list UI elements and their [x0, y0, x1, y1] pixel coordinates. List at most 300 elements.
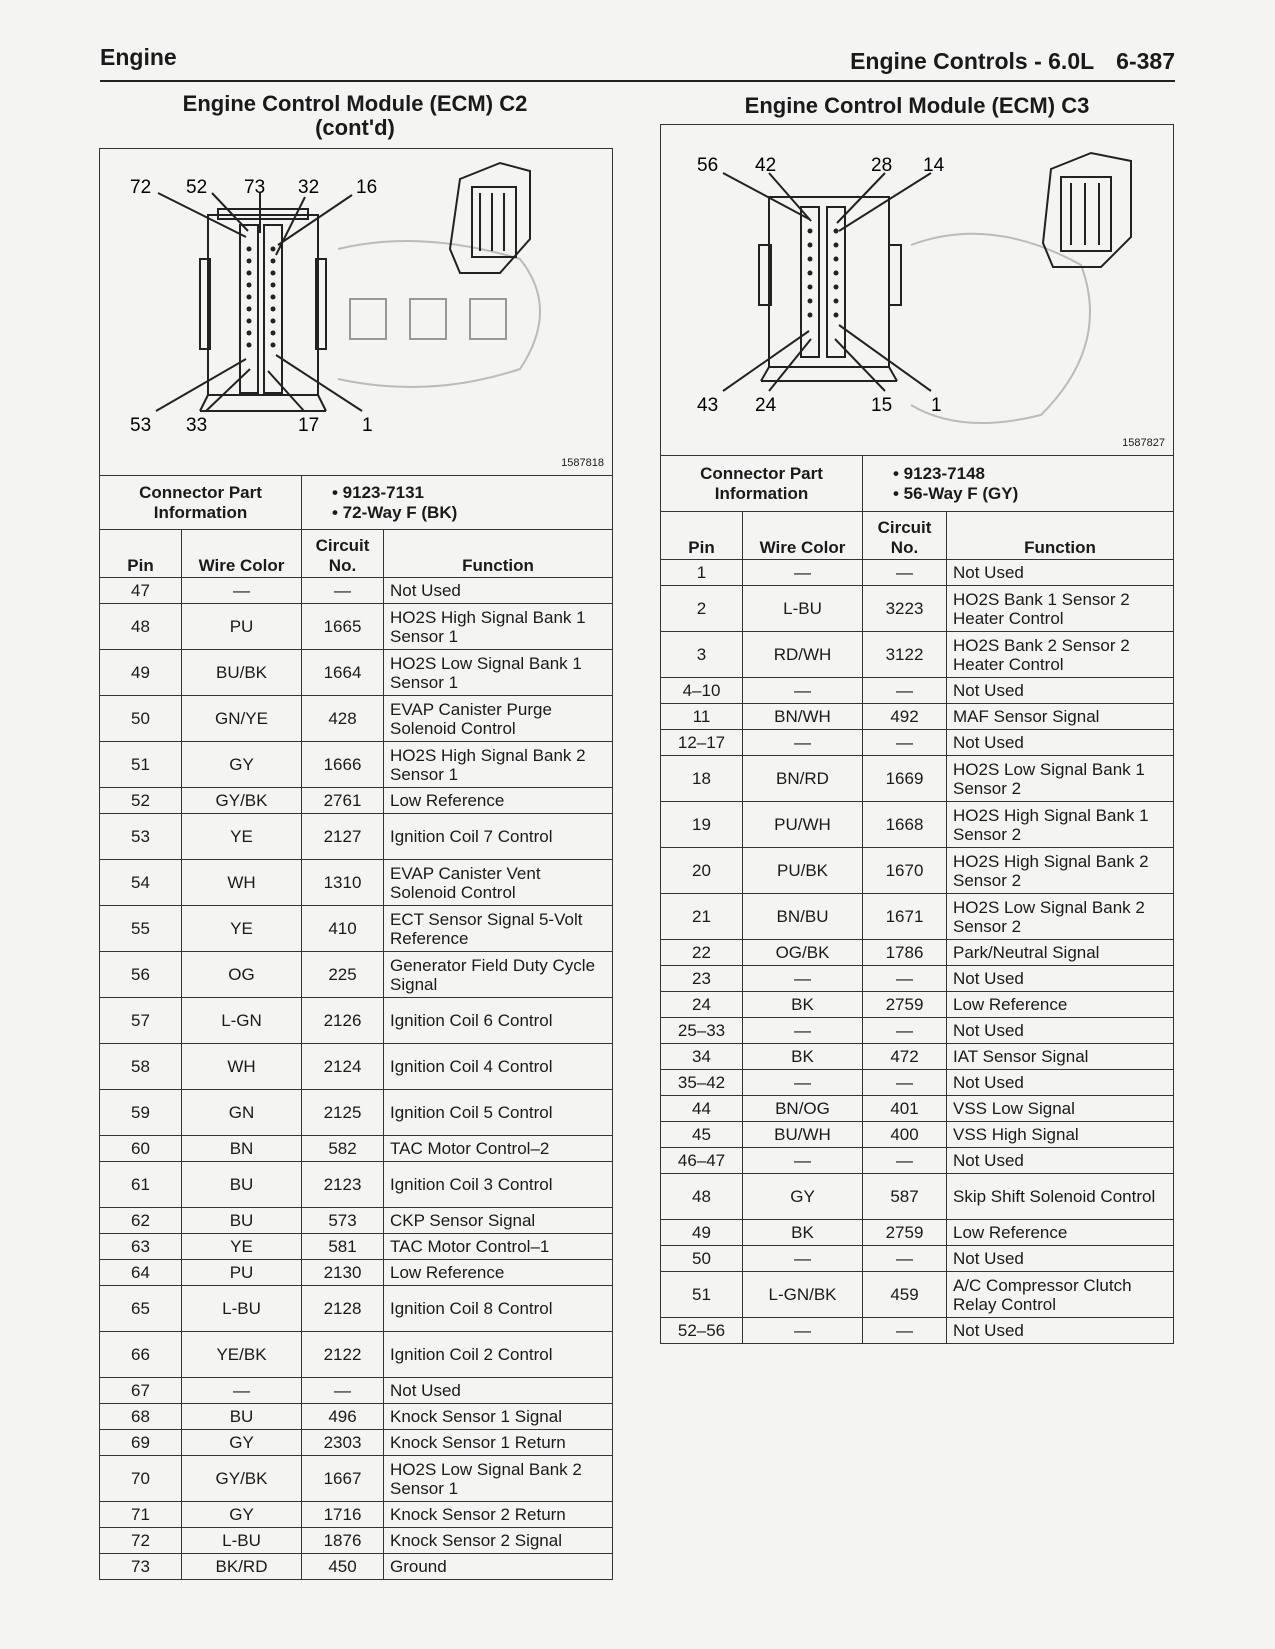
table-row: [661, 1096, 1174, 1122]
circuit-cell: 1666: [302, 742, 384, 788]
circuit-cell: 1671: [863, 894, 947, 940]
connector-type: • 72-Way F (BK): [332, 502, 458, 522]
circuit-cell: 2127: [302, 814, 384, 860]
circuit-cell: 459: [863, 1272, 947, 1318]
function-cell: TAC Motor Control–2: [384, 1136, 613, 1162]
pin-cell: 19: [661, 802, 743, 848]
pin-cell: 64: [100, 1260, 182, 1286]
wire-color-cell: GY/BK: [182, 1456, 302, 1502]
table-row: [100, 788, 613, 814]
table-row: [661, 1122, 1174, 1148]
pin-label: 56: [697, 155, 719, 176]
pin-cell: 53: [100, 814, 182, 860]
table-row: [100, 650, 613, 696]
table-row: [661, 1318, 1174, 1344]
pin-cell: 46–47: [661, 1148, 743, 1174]
pin-label: 32: [298, 177, 320, 198]
function-cell: Low Reference: [947, 992, 1174, 1018]
pin-label: 16: [356, 177, 378, 198]
wire-color-cell: GY: [182, 1430, 302, 1456]
pin-label: 14: [923, 155, 945, 176]
function-cell: MAF Sensor Signal: [947, 704, 1174, 730]
ecm-c2-connector-figure: [100, 149, 613, 476]
connector-type: • 56-Way F (GY): [893, 483, 1019, 503]
circuit-cell: —: [863, 966, 947, 992]
pin-cell: 69: [100, 1430, 182, 1456]
circuit-cell: 2759: [863, 992, 947, 1018]
circuit-cell: 3122: [863, 632, 947, 678]
function-cell: Low Reference: [947, 1220, 1174, 1246]
wire-color-cell: BN/BU: [743, 894, 863, 940]
table-row: [661, 940, 1174, 966]
function-cell: HO2S Low Signal Bank 2 Sensor 2: [947, 894, 1174, 940]
right-title-main: Engine Control Module (ECM) C3: [744, 93, 1090, 118]
pin-cell: 34: [661, 1044, 743, 1070]
pin-label: 52: [186, 177, 208, 198]
left-title: [100, 92, 610, 140]
circuit-cell: 428: [302, 696, 384, 742]
table-row: [100, 1528, 613, 1554]
pin-cell: 52–56: [661, 1318, 743, 1344]
table-row: [100, 1456, 613, 1502]
connector-info-label: Connector Part Information: [100, 476, 302, 530]
pin-label: 28: [871, 155, 893, 176]
function-cell: Not Used: [384, 1378, 613, 1404]
wire-color-cell: OG: [182, 952, 302, 998]
header-right: [828, 48, 1175, 75]
pin-cell: 2: [661, 586, 743, 632]
ecm-c3-connector-figure: [661, 125, 1174, 456]
pin-cell: 61: [100, 1162, 182, 1208]
pin-cell: 65: [100, 1286, 182, 1332]
pin-cell: 72: [100, 1528, 182, 1554]
circuit-cell: 1670: [863, 848, 947, 894]
function-cell: HO2S Low Signal Bank 2 Sensor 1: [384, 1456, 613, 1502]
ecm-c2-table: [99, 148, 613, 1580]
function-cell: Not Used: [947, 560, 1174, 586]
circuit-cell: 2761: [302, 788, 384, 814]
figure-id: 1587818: [561, 457, 604, 469]
circuit-cell: 2759: [863, 1220, 947, 1246]
function-cell: HO2S Low Signal Bank 1 Sensor 1: [384, 650, 613, 696]
wire-color-cell: YE: [182, 814, 302, 860]
wire-color-cell: L-GN/BK: [743, 1272, 863, 1318]
function-cell: Low Reference: [384, 1260, 613, 1286]
pin-label: 72: [130, 177, 152, 198]
wire-color-cell: BU: [182, 1162, 302, 1208]
table-row: [100, 860, 613, 906]
pin-cell: 35–42: [661, 1070, 743, 1096]
table-row: [661, 1174, 1174, 1220]
function-cell: Knock Sensor 1 Signal: [384, 1404, 613, 1430]
circuit-cell: 450: [302, 1554, 384, 1580]
connector-info: [863, 456, 1174, 512]
wire-color-cell: L-BU: [743, 586, 863, 632]
wire-color-cell: —: [743, 1148, 863, 1174]
wire-color-cell: YE/BK: [182, 1332, 302, 1378]
circuit-cell: 2123: [302, 1162, 384, 1208]
wire-color-cell: —: [743, 678, 863, 704]
circuit-cell: 1667: [302, 1456, 384, 1502]
connector-body: [769, 197, 889, 367]
circuit-cell: 2130: [302, 1260, 384, 1286]
pin-cell: 54: [100, 860, 182, 906]
wire-color-cell: PU/BK: [743, 848, 863, 894]
table-row: [100, 696, 613, 742]
pin-cell: 50: [661, 1246, 743, 1272]
pin-cell: 66: [100, 1332, 182, 1378]
circuit-cell: —: [302, 1378, 384, 1404]
wire-color-cell: L-GN: [182, 998, 302, 1044]
pin-cell: 11: [661, 704, 743, 730]
wire-color-cell: —: [743, 1318, 863, 1344]
table-row: [661, 1070, 1174, 1096]
pin-cell: 3: [661, 632, 743, 678]
wire-color-cell: —: [743, 1246, 863, 1272]
circuit-cell: 1310: [302, 860, 384, 906]
function-cell: HO2S Bank 2 Sensor 2 Heater Control: [947, 632, 1174, 678]
connector-info-label: Connector Part Information: [661, 456, 863, 512]
wire-color-cell: PU/WH: [743, 802, 863, 848]
pin-cell: 51: [100, 742, 182, 788]
function-cell: Not Used: [947, 1148, 1174, 1174]
function-cell: Knock Sensor 2 Signal: [384, 1528, 613, 1554]
pin-cell: 24: [661, 992, 743, 1018]
table-row: [100, 1430, 613, 1456]
pin-cell: 45: [661, 1122, 743, 1148]
wire-color-cell: PU: [182, 604, 302, 650]
wire-color-cell: —: [743, 560, 863, 586]
wire-color-cell: WH: [182, 1044, 302, 1090]
left-title-sub: (cont'd): [315, 115, 395, 140]
circuit-cell: —: [863, 730, 947, 756]
pin-label: 43: [697, 395, 719, 416]
table-row: [100, 1378, 613, 1404]
circuit-cell: 2126: [302, 998, 384, 1044]
page-header: [100, 40, 1175, 82]
table-row: [100, 1554, 613, 1580]
circuit-cell: 2125: [302, 1090, 384, 1136]
function-cell: ECT Sensor Signal 5-Volt Reference: [384, 906, 613, 952]
wire-color-cell: —: [743, 1018, 863, 1044]
function-cell: Not Used: [947, 1018, 1174, 1044]
right-title: [662, 94, 1172, 118]
table-row: [100, 1208, 613, 1234]
function-cell: TAC Motor Control–1: [384, 1234, 613, 1260]
table-row: [100, 578, 613, 604]
circuit-cell: 2124: [302, 1044, 384, 1090]
header-section-title: Engine Controls - 6.0L: [850, 48, 1095, 74]
circuit-cell: 496: [302, 1404, 384, 1430]
connector-part-number: • 9123-7148: [893, 463, 985, 483]
function-cell: Ignition Coil 2 Control: [384, 1332, 613, 1378]
pin-cell: 25–33: [661, 1018, 743, 1044]
ecm-c3-table: [660, 124, 1174, 1344]
wire-color-cell: GY: [743, 1174, 863, 1220]
col-header-function: Function: [384, 530, 613, 578]
connector-part-number: • 9123-7131: [332, 482, 424, 502]
circuit-cell: 573: [302, 1208, 384, 1234]
pin-cell: 56: [100, 952, 182, 998]
function-cell: HO2S Bank 1 Sensor 2 Heater Control: [947, 586, 1174, 632]
circuit-cell: 400: [863, 1122, 947, 1148]
wire-color-cell: OG/BK: [743, 940, 863, 966]
wire-color-cell: BU/WH: [743, 1122, 863, 1148]
pin-cell: 71: [100, 1502, 182, 1528]
table-row: [661, 1220, 1174, 1246]
pin-cell: 70: [100, 1456, 182, 1502]
table-row: [661, 1246, 1174, 1272]
ecm-c3-rows: [661, 560, 1174, 1344]
col-header-function: Function: [947, 512, 1174, 560]
wire-color-cell: —: [743, 1070, 863, 1096]
circuit-cell: 2303: [302, 1430, 384, 1456]
function-cell: VSS High Signal: [947, 1122, 1174, 1148]
wire-color-cell: BK: [743, 1220, 863, 1246]
circuit-cell: 2122: [302, 1332, 384, 1378]
circuit-cell: 1716: [302, 1502, 384, 1528]
function-cell: Knock Sensor 2 Return: [384, 1502, 613, 1528]
pin-cell: 73: [100, 1554, 182, 1580]
function-cell: Ignition Coil 8 Control: [384, 1286, 613, 1332]
function-cell: Ignition Coil 6 Control: [384, 998, 613, 1044]
wire-color-cell: BN/WH: [743, 704, 863, 730]
wire-color-cell: GY: [182, 1502, 302, 1528]
circuit-cell: 1876: [302, 1528, 384, 1554]
table-row: [661, 756, 1174, 802]
table-row: [661, 894, 1174, 940]
wire-color-cell: GN: [182, 1090, 302, 1136]
pin-cell: 67: [100, 1378, 182, 1404]
wire-color-cell: BU: [182, 1404, 302, 1430]
wire-color-cell: BK: [743, 992, 863, 1018]
table-row: [100, 1136, 613, 1162]
wire-color-cell: BU/BK: [182, 650, 302, 696]
pin-cell: 59: [100, 1090, 182, 1136]
pin-cell: 58: [100, 1044, 182, 1090]
col-header-pin: Pin: [661, 512, 743, 560]
function-cell: Ground: [384, 1554, 613, 1580]
function-cell: Park/Neutral Signal: [947, 940, 1174, 966]
table-row: [661, 730, 1174, 756]
table-row: [661, 704, 1174, 730]
table-row: [661, 632, 1174, 678]
wire-color-cell: GN/YE: [182, 696, 302, 742]
wire-color-cell: PU: [182, 1260, 302, 1286]
connector-info: [302, 476, 613, 530]
function-cell: Not Used: [947, 730, 1174, 756]
wire-color-cell: L-BU: [182, 1286, 302, 1332]
pin-cell: 55: [100, 906, 182, 952]
table-row: [661, 848, 1174, 894]
pin-cell: 63: [100, 1234, 182, 1260]
pin-label: 24: [755, 395, 777, 416]
pin-cell: 1: [661, 560, 743, 586]
pin-cell: 23: [661, 966, 743, 992]
table-row: [100, 1162, 613, 1208]
table-row: [100, 814, 613, 860]
circuit-cell: —: [302, 578, 384, 604]
table-row: [100, 604, 613, 650]
function-cell: Not Used: [947, 966, 1174, 992]
wire-color-cell: WH: [182, 860, 302, 906]
ecm-c2-connector-diagram: [100, 149, 611, 475]
pin-cell: 22: [661, 940, 743, 966]
ecm-c3-connector-diagram: [661, 125, 1172, 455]
pin-cell: 49: [100, 650, 182, 696]
table-row: [661, 802, 1174, 848]
function-cell: Not Used: [947, 1246, 1174, 1272]
function-cell: HO2S Low Signal Bank 1 Sensor 2: [947, 756, 1174, 802]
function-cell: Ignition Coil 7 Control: [384, 814, 613, 860]
pin-label: 15: [871, 395, 893, 416]
circuit-cell: 581: [302, 1234, 384, 1260]
table-row: [100, 1404, 613, 1430]
wire-color-cell: RD/WH: [743, 632, 863, 678]
pin-label: 17: [298, 415, 320, 436]
wire-color-cell: YE: [182, 1234, 302, 1260]
circuit-cell: 225: [302, 952, 384, 998]
table-row: [100, 952, 613, 998]
wire-color-cell: BK: [743, 1044, 863, 1070]
pin-cell: 4–10: [661, 678, 743, 704]
pin-cell: 62: [100, 1208, 182, 1234]
table-row: [661, 992, 1174, 1018]
function-cell: HO2S High Signal Bank 1 Sensor 2: [947, 802, 1174, 848]
function-cell: Not Used: [384, 578, 613, 604]
circuit-cell: —: [863, 1070, 947, 1096]
wire-color-cell: BN/RD: [743, 756, 863, 802]
table-row: [100, 1332, 613, 1378]
pin-label: 1: [931, 395, 942, 416]
table-row: [661, 966, 1174, 992]
table-row: [661, 586, 1174, 632]
pin-cell: 48: [100, 604, 182, 650]
pin-cell: 57: [100, 998, 182, 1044]
circuit-cell: 2128: [302, 1286, 384, 1332]
function-cell: HO2S High Signal Bank 2 Sensor 1: [384, 742, 613, 788]
function-cell: VSS Low Signal: [947, 1096, 1174, 1122]
pin-cell: 47: [100, 578, 182, 604]
wire-color-cell: —: [182, 1378, 302, 1404]
pin-cell: 52: [100, 788, 182, 814]
wire-color-cell: BN/OG: [743, 1096, 863, 1122]
table-row: [100, 1502, 613, 1528]
function-cell: Skip Shift Solenoid Control: [947, 1174, 1174, 1220]
table-row: [661, 1018, 1174, 1044]
function-cell: A/C Compressor Clutch Relay Control: [947, 1272, 1174, 1318]
circuit-cell: 582: [302, 1136, 384, 1162]
circuit-cell: —: [863, 1246, 947, 1272]
header-section-label: Engine: [100, 44, 177, 70]
function-cell: EVAP Canister Purge Solenoid Control: [384, 696, 613, 742]
table-row: [100, 1234, 613, 1260]
pin-label: 33: [186, 415, 208, 436]
function-cell: Ignition Coil 4 Control: [384, 1044, 613, 1090]
function-cell: Knock Sensor 1 Return: [384, 1430, 613, 1456]
table-row: [661, 1044, 1174, 1070]
page-number: 6-387: [1116, 48, 1175, 74]
ecm-c2-rows: [100, 578, 613, 1580]
circuit-cell: —: [863, 560, 947, 586]
table-row: [100, 1044, 613, 1090]
table-row: [661, 1148, 1174, 1174]
col-header-wire-color: Wire Color: [182, 530, 302, 578]
table-row: [100, 1286, 613, 1332]
wire-color-cell: GY: [182, 742, 302, 788]
function-cell: IAT Sensor Signal: [947, 1044, 1174, 1070]
circuit-cell: 587: [863, 1174, 947, 1220]
circuit-cell: 472: [863, 1044, 947, 1070]
pin-cell: 20: [661, 848, 743, 894]
col-header-wire-color: Wire Color: [743, 512, 863, 560]
wire-color-cell: BK/RD: [182, 1554, 302, 1580]
col-header-circuit: Circuit No.: [302, 530, 384, 578]
table-row: [661, 1272, 1174, 1318]
table-row: [100, 1260, 613, 1286]
pin-cell: 50: [100, 696, 182, 742]
wire-color-cell: —: [743, 966, 863, 992]
function-cell: Not Used: [947, 1318, 1174, 1344]
wire-color-cell: GY/BK: [182, 788, 302, 814]
pin-label: 53: [130, 415, 152, 436]
wire-color-cell: BU: [182, 1208, 302, 1234]
pin-label: 42: [755, 155, 777, 176]
pin-cell: 68: [100, 1404, 182, 1430]
pin-cell: 48: [661, 1174, 743, 1220]
left-title-main: Engine Control Module (ECM) C2: [182, 91, 528, 116]
wire-color-cell: L-BU: [182, 1528, 302, 1554]
pin-cell: 60: [100, 1136, 182, 1162]
pin-cell: 49: [661, 1220, 743, 1246]
table-row: [661, 678, 1174, 704]
wire-color-cell: YE: [182, 906, 302, 952]
circuit-cell: —: [863, 1018, 947, 1044]
pin-cell: 18: [661, 756, 743, 802]
table-row: [100, 1090, 613, 1136]
function-cell: Ignition Coil 3 Control: [384, 1162, 613, 1208]
table-row: [100, 906, 613, 952]
circuit-cell: 401: [863, 1096, 947, 1122]
circuit-cell: 1786: [863, 940, 947, 966]
table-row: [661, 560, 1174, 586]
pin-cell: 51: [661, 1272, 743, 1318]
circuit-cell: 410: [302, 906, 384, 952]
function-cell: EVAP Canister Vent Solenoid Control: [384, 860, 613, 906]
circuit-cell: —: [863, 1148, 947, 1174]
circuit-cell: —: [863, 1318, 947, 1344]
pin-cell: 44: [661, 1096, 743, 1122]
col-header-circuit: Circuit No.: [863, 512, 947, 560]
wire-color-cell: BN: [182, 1136, 302, 1162]
function-cell: Ignition Coil 5 Control: [384, 1090, 613, 1136]
pin-cell: 21: [661, 894, 743, 940]
function-cell: Not Used: [947, 678, 1174, 704]
pin-cell: 12–17: [661, 730, 743, 756]
circuit-cell: —: [863, 678, 947, 704]
function-cell: HO2S High Signal Bank 2 Sensor 2: [947, 848, 1174, 894]
function-cell: Low Reference: [384, 788, 613, 814]
table-row: [100, 742, 613, 788]
wire-color-cell: —: [182, 578, 302, 604]
function-cell: HO2S High Signal Bank 1 Sensor 1: [384, 604, 613, 650]
function-cell: Generator Field Duty Cycle Signal: [384, 952, 613, 998]
wire-color-cell: —: [743, 730, 863, 756]
figure-id: 1587827: [1122, 437, 1165, 449]
circuit-cell: 1669: [863, 756, 947, 802]
circuit-cell: 1664: [302, 650, 384, 696]
circuit-cell: 492: [863, 704, 947, 730]
